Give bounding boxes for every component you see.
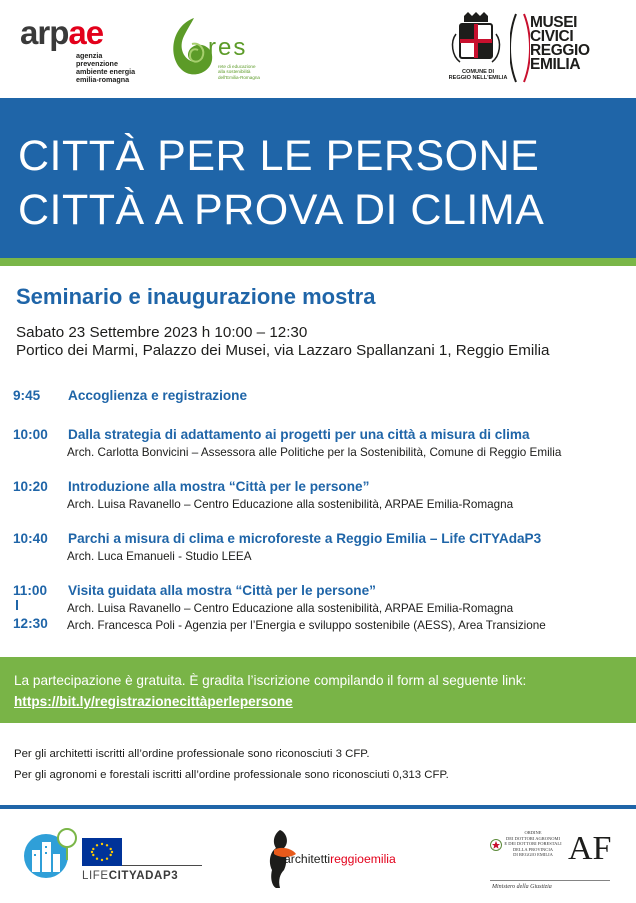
event-place: Portico dei Marmi, Palazzo dei Musei, via Lazzaro Spallanzani 1, Reggio Emilia xyxy=(16,342,550,359)
registration-link[interactable]: https://bit.ly/registrazionecittàperlepersone xyxy=(14,694,293,709)
programme-speaker: Arch. Luisa Ravanello – Centro Educazione alla sostenibilità, ARPAE Emilia-Romagna xyxy=(67,498,514,511)
programme-speaker: Arch. Francesca Poli - Agenzia per l’Energia e sviluppo sostenibile (AESS), Area Transizione xyxy=(67,619,546,632)
cfp-agronomists: Per gli agronomi e forestali iscritti all’ordine professionale sono riconosciuti 0,313 CFP. xyxy=(14,769,449,781)
musei-bracket-icon xyxy=(510,12,530,84)
programme-title: Accoglienza e registrazione xyxy=(68,388,248,403)
comune-reggio-emilia-logo xyxy=(446,12,506,84)
comune-label: COMUNE DI REGGIO NELL'EMILIA xyxy=(448,69,508,82)
ordine-label: ORDINE DEI DOTTORI AGRONOMI E DEI DOTTORI FORESTALI DELLA PROVINCIA DI REGGIO EMILIA xyxy=(504,830,562,857)
programme-title: Parchi a misura di clima e microforeste a Reggio Emilia – Life CITYAdaP3 xyxy=(68,531,542,546)
musei-civici-logo xyxy=(510,12,620,84)
programme-time: 10:40 xyxy=(13,531,48,546)
programme-title: Introduzione alla mostra “Città per le persone” xyxy=(68,479,370,494)
event-date: Sabato 23 Settembre 2023 h 10:00 – 12:30 xyxy=(16,324,308,341)
seminar-heading: Seminario e inaugurazione mostra xyxy=(16,284,376,309)
arpae-logo xyxy=(20,16,150,84)
programme-time: 10:00 xyxy=(13,427,48,442)
ordine-rule xyxy=(490,880,610,882)
arpae-wordmark: arpae xyxy=(20,14,104,51)
eu-flag-icon xyxy=(82,838,122,866)
programme-speaker: Arch. Carlotta Bonvicini – Assessora alle Politiche per la Sostenibilità, Comune di Reggio Emilia xyxy=(67,446,562,459)
participation-text: La partecipazione è gratuita. È gradita l’iscrizione compilando il form al seguente link: https://bit.ly/registrazionecittàperlepersone xyxy=(14,673,527,709)
title-line-2: CITTÀ A PROVA DI CLIMA xyxy=(18,186,545,234)
architetti-wordmark: architettireggioemilia xyxy=(284,852,396,866)
architetti-reggioemilia-logo xyxy=(266,828,446,888)
ceres-subtitle: rete di educazione alla sostenibilità dell'Emilia-Romagna xyxy=(218,64,260,80)
programme-time: 11:00 xyxy=(13,583,48,598)
life-wordmark: LIFECITYADAP3 xyxy=(82,870,179,882)
life-underline xyxy=(122,865,202,867)
ordine-af-monogram: AF xyxy=(568,830,612,867)
coat-of-arms-icon xyxy=(446,12,506,68)
programme-speaker: Arch. Luca Emanueli - Studio LEEA xyxy=(67,550,252,563)
republic-emblem-icon xyxy=(490,838,502,852)
title-line-1: CITTÀ PER LE PERSONE xyxy=(18,132,540,180)
life-cityadap3-logo xyxy=(22,822,212,892)
cfp-architects: Per gli architetti iscritti all’ordine professionale sono riconosciuti 3 CFP. xyxy=(14,748,370,760)
ceres-wordmark: res xyxy=(208,34,248,61)
ordine-agronomi-logo xyxy=(490,820,620,896)
programme-time-end: 12:30 xyxy=(13,616,48,631)
city-tree-icon xyxy=(22,826,82,878)
programme-title: Visita guidata alla mostra “Città per le persone” xyxy=(68,583,376,598)
programme-time: 10:20 xyxy=(13,479,48,494)
time-range-separator xyxy=(16,600,18,610)
header-logos xyxy=(0,0,636,98)
ministero-label: Ministero della Giustizia xyxy=(492,884,552,890)
programme-time: 9:45 xyxy=(13,388,41,403)
green-divider xyxy=(0,258,636,266)
ceres-logo xyxy=(166,14,276,84)
arpae-subtitle: agenzia prevenzione ambiente energia emilia-romagna xyxy=(76,51,136,84)
programme-title: Dalla strategia di adattamento ai progetti per una città a misura di clima xyxy=(68,427,530,442)
footer-divider xyxy=(0,805,636,809)
musei-wordmark: MUSEI CIVICI REGGIO EMILIA xyxy=(530,14,590,73)
programme-speaker: Arch. Luisa Ravanello – Centro Educazione alla sostenibilità, ARPAE Emilia-Romagna xyxy=(67,602,514,615)
